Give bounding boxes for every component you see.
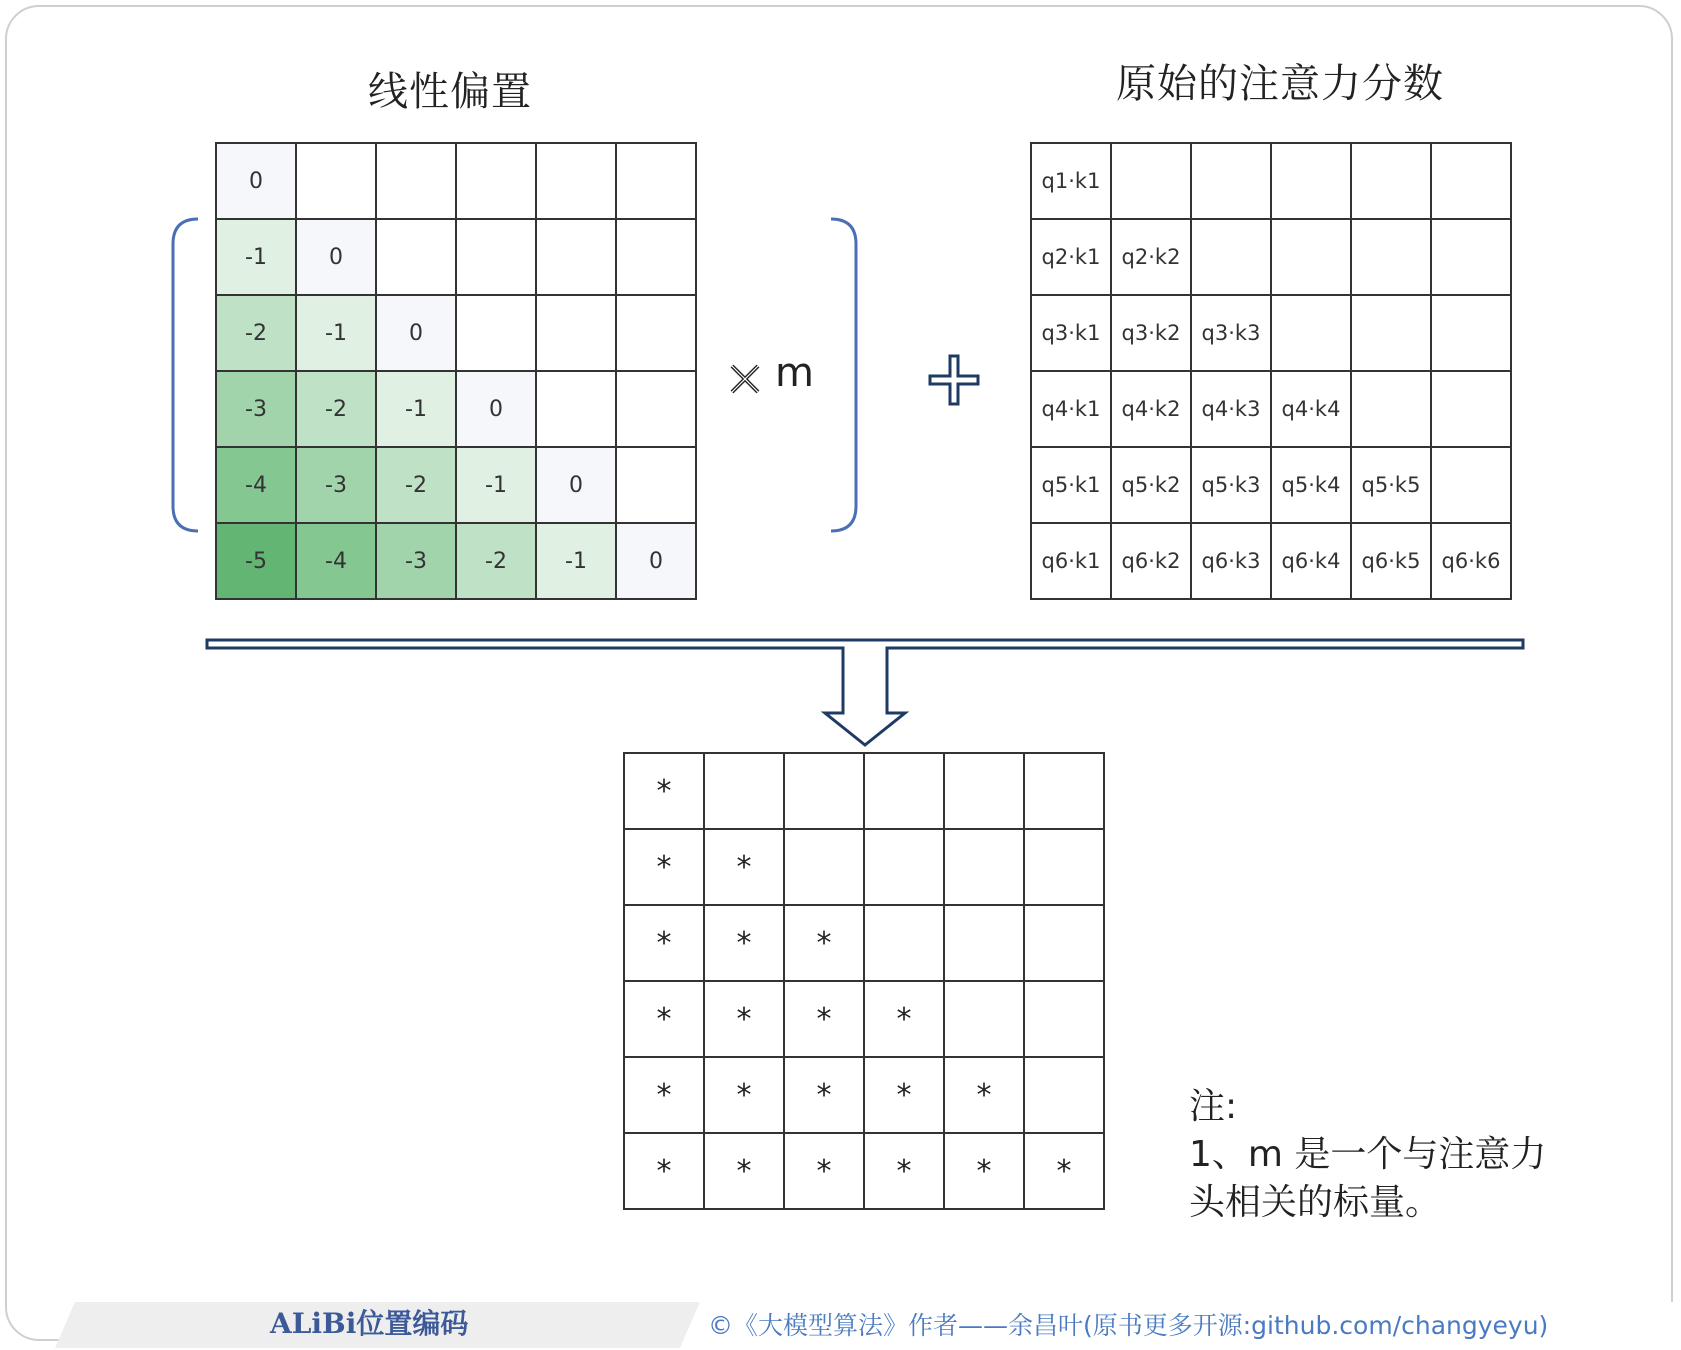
result-cell: * [704, 829, 784, 905]
score-cell: q1·k1 [1031, 143, 1111, 219]
score-cell: q6·k4 [1271, 523, 1351, 599]
bias-cell [456, 219, 536, 295]
matrix-row [1031, 371, 1511, 447]
score-cell [1191, 219, 1271, 295]
result-cell [1024, 981, 1104, 1057]
score-cell: q5·k5 [1351, 447, 1431, 523]
score-cell: q5·k3 [1191, 447, 1271, 523]
result-cell [864, 829, 944, 905]
bias-cell: -2 [216, 295, 296, 371]
note [1189, 1083, 1546, 1227]
bias-cell [376, 143, 456, 219]
matrix-row [624, 981, 1104, 1057]
bias-cell: -3 [376, 523, 456, 599]
result-cell [1024, 753, 1104, 829]
bias-cell: -1 [536, 523, 616, 599]
score-cell [1351, 371, 1431, 447]
right-bracket [826, 216, 866, 536]
bias-cell: 0 [456, 371, 536, 447]
bias-cell: -1 [296, 295, 376, 371]
linear-bias-matrix [215, 142, 697, 600]
score-cell: q4·k1 [1031, 371, 1111, 447]
result-cell [704, 753, 784, 829]
result-cell: * [784, 1133, 864, 1209]
footer-title: ALiBi位置编码 [270, 1307, 469, 1340]
result-cell: * [704, 1133, 784, 1209]
result-cell: * [624, 829, 704, 905]
bias-cell [536, 371, 616, 447]
score-cell [1431, 295, 1511, 371]
result-cell: * [624, 1057, 704, 1133]
result-cell [944, 829, 1024, 905]
result-cell: * [704, 1057, 784, 1133]
bias-cell [616, 219, 696, 295]
result-cell [864, 753, 944, 829]
matrix-row [624, 1057, 1104, 1133]
result-cell [1024, 905, 1104, 981]
matrix-row [1031, 447, 1511, 523]
score-cell: q4·k3 [1191, 371, 1271, 447]
bias-cell [536, 219, 616, 295]
bias-cell: -2 [296, 371, 376, 447]
result-matrix [623, 752, 1105, 1210]
bias-cell [296, 143, 376, 219]
footer-credit: ©《大模型算法》作者——余昌叶(原书更多开源:github.com/changyeyu) [708, 1311, 1549, 1340]
result-cell: * [784, 905, 864, 981]
left-bracket [168, 216, 208, 536]
scores-title: 原始的注意力分数 [1116, 61, 1444, 107]
score-cell: q5·k4 [1271, 447, 1351, 523]
result-cell [784, 829, 864, 905]
bias-cell: -3 [216, 371, 296, 447]
score-cell [1271, 219, 1351, 295]
bias-cell [536, 143, 616, 219]
merge-arrow [205, 635, 1535, 750]
score-cell [1431, 371, 1511, 447]
result-cell: * [944, 1133, 1024, 1209]
bias-cell: 0 [616, 523, 696, 599]
bias-cell [616, 143, 696, 219]
matrix-row [216, 143, 696, 219]
matrix-row [624, 905, 1104, 981]
bias-cell: -2 [376, 447, 456, 523]
bias-cell [536, 295, 616, 371]
bias-cell [616, 295, 696, 371]
matrix-row [1031, 523, 1511, 599]
note-heading: 注: [1189, 1086, 1238, 1127]
score-cell [1431, 219, 1511, 295]
score-cell [1351, 143, 1431, 219]
bias-cell: -5 [216, 523, 296, 599]
note-line-2: 头相关的标量。 [1189, 1182, 1442, 1223]
bias-cell [376, 219, 456, 295]
bias-cell: 0 [216, 143, 296, 219]
score-cell: q4·k2 [1111, 371, 1191, 447]
score-cell: q5·k2 [1111, 447, 1191, 523]
matrix-row [216, 523, 696, 599]
score-cell: q4·k4 [1271, 371, 1351, 447]
score-cell [1271, 143, 1351, 219]
score-cell: q6·k3 [1191, 523, 1271, 599]
score-cell: q6·k2 [1111, 523, 1191, 599]
score-cell: q6·k5 [1351, 523, 1431, 599]
matrix-row [624, 1133, 1104, 1209]
result-cell: * [1024, 1133, 1104, 1209]
matrix-row [1031, 219, 1511, 295]
bias-cell: -1 [456, 447, 536, 523]
bias-cell: 0 [296, 219, 376, 295]
score-cell: q5·k1 [1031, 447, 1111, 523]
result-cell: * [864, 981, 944, 1057]
bias-cell: -1 [376, 371, 456, 447]
result-cell [944, 753, 1024, 829]
bias-cell: 0 [536, 447, 616, 523]
matrix-row [624, 829, 1104, 905]
result-cell: * [624, 1133, 704, 1209]
score-cell: q2·k1 [1031, 219, 1111, 295]
score-cell: q6·k1 [1031, 523, 1111, 599]
bias-title: 线性偏置 [368, 69, 532, 115]
result-cell: * [784, 1057, 864, 1133]
result-cell: * [624, 905, 704, 981]
note-line-1: 1、m 是一个与注意力 [1189, 1134, 1547, 1175]
result-cell: * [704, 981, 784, 1057]
score-cell: q2·k2 [1111, 219, 1191, 295]
score-cell: q3·k2 [1111, 295, 1191, 371]
bias-cell: -4 [296, 523, 376, 599]
matrix-row [624, 753, 1104, 829]
bias-cell: -4 [216, 447, 296, 523]
score-cell [1191, 143, 1271, 219]
bias-cell: -1 [216, 219, 296, 295]
bias-cell: -2 [456, 523, 536, 599]
plus-icon [926, 352, 982, 408]
matrix-row [216, 219, 696, 295]
result-cell: * [864, 1133, 944, 1209]
bias-cell [456, 143, 536, 219]
score-cell: q3·k3 [1191, 295, 1271, 371]
scalar-m-label: m [775, 350, 814, 396]
result-cell: * [944, 1057, 1024, 1133]
score-cell [1431, 143, 1511, 219]
matrix-row [1031, 295, 1511, 371]
score-cell [1351, 219, 1431, 295]
result-cell [864, 905, 944, 981]
result-cell: * [624, 981, 704, 1057]
matrix-row [216, 371, 696, 447]
score-cell: q6·k6 [1431, 523, 1511, 599]
bias-cell [616, 371, 696, 447]
result-cell [944, 905, 1024, 981]
score-cell [1431, 447, 1511, 523]
score-cell [1111, 143, 1191, 219]
footer [0, 1300, 1681, 1350]
result-cell [1024, 829, 1104, 905]
bias-cell: 0 [376, 295, 456, 371]
matrix-row [216, 447, 696, 523]
result-cell: * [624, 753, 704, 829]
matrix-row [216, 295, 696, 371]
result-cell [1024, 1057, 1104, 1133]
matrix-row [1031, 143, 1511, 219]
attention-score-matrix [1030, 142, 1512, 600]
result-cell: * [704, 905, 784, 981]
multiply-icon [728, 362, 762, 396]
result-cell: * [864, 1057, 944, 1133]
bias-cell: -3 [296, 447, 376, 523]
bias-cell [616, 447, 696, 523]
score-cell: q3·k1 [1031, 295, 1111, 371]
result-cell [944, 981, 1024, 1057]
score-cell [1351, 295, 1431, 371]
bias-cell [456, 295, 536, 371]
result-cell: * [784, 981, 864, 1057]
score-cell [1271, 295, 1351, 371]
result-cell [784, 753, 864, 829]
